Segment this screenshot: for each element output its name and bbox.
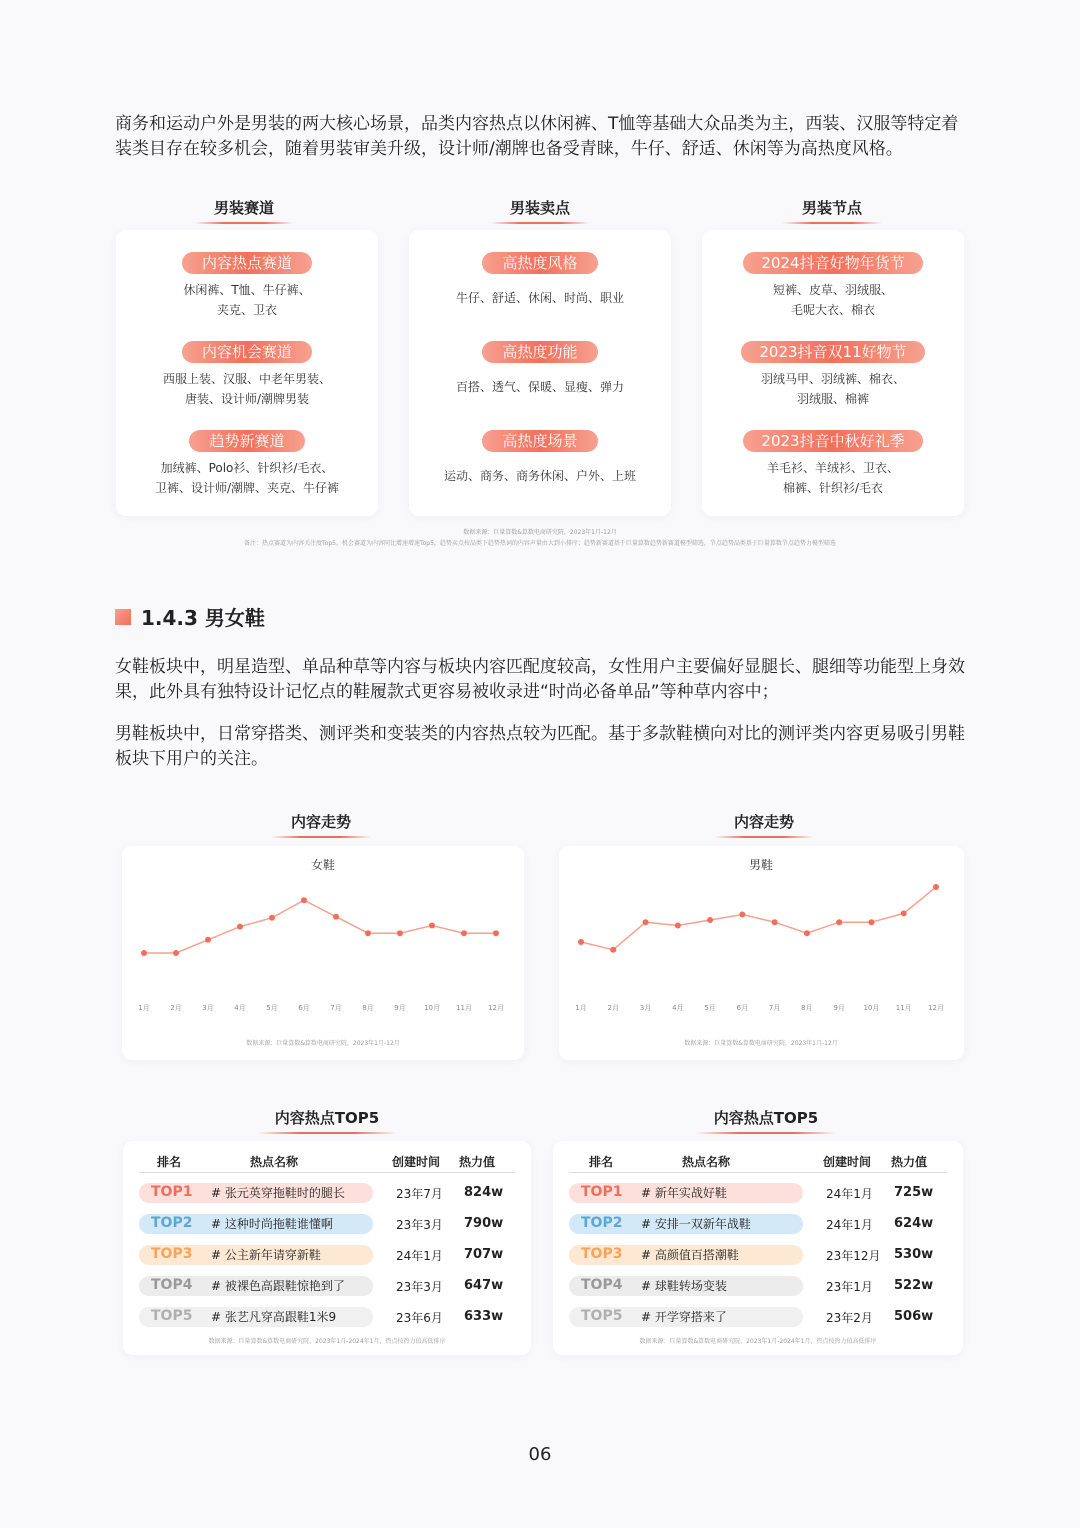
x-tick-label: 12月	[928, 1004, 944, 1012]
chart-section-title-men: 内容走势	[714, 811, 814, 838]
data-point	[772, 919, 778, 925]
x-tick-label: 5月	[704, 1004, 716, 1012]
selling-pill-3: 高热度场景	[482, 430, 597, 452]
festival-group-1	[702, 252, 964, 320]
rank-label: TOP1	[581, 1184, 623, 1200]
header-name: 热点名称	[250, 1155, 299, 1169]
header-divider	[569, 1172, 947, 1173]
data-point	[578, 939, 584, 945]
create-time: 23年3月	[396, 1218, 443, 1232]
festival-group-3	[702, 430, 964, 498]
x-tick-label: 9月	[833, 1004, 845, 1012]
x-tick-label: 11月	[456, 1004, 472, 1012]
data-point	[205, 937, 211, 943]
data-point	[333, 914, 339, 920]
data-point	[901, 910, 907, 916]
header-time: 创建时间	[392, 1155, 441, 1169]
section-title-festival: 男装节点	[782, 197, 882, 224]
hotspot-name: # 被裸色高跟鞋惊艳到了	[211, 1279, 345, 1293]
rank-label: TOP3	[151, 1246, 193, 1262]
heat-value: 824w	[464, 1185, 504, 1200]
top5-card-men	[553, 1141, 963, 1355]
hotspot-name: # 球鞋转场变装	[641, 1279, 727, 1293]
line-chart-men	[559, 846, 964, 1060]
x-tick-label: 3月	[639, 1004, 652, 1012]
festival-group-2	[702, 341, 964, 409]
heat-value: 624w	[894, 1216, 934, 1231]
selling-pill-2: 高热度功能	[482, 341, 597, 363]
heat-value: 707w	[464, 1247, 504, 1262]
rank-label: TOP1	[151, 1184, 193, 1200]
x-tick-label: 9月	[394, 1004, 406, 1012]
create-time: 24年1月	[826, 1187, 873, 1201]
hotspot-name: # 安排一双新年战鞋	[641, 1217, 751, 1231]
create-time: 23年6月	[396, 1311, 443, 1325]
hotspot-name: # 公主新年请穿新鞋	[211, 1248, 321, 1262]
rank-label: TOP5	[581, 1308, 623, 1324]
x-tick-label: 4月	[672, 1004, 684, 1012]
top5-source-women: 数据来源：巨量算数&算数电商研究院，2023年1月-2024年1月，热点按热力值高低排序	[208, 1338, 446, 1345]
header-value: 热力值	[459, 1155, 496, 1169]
selling-desc-2: 百搭、透气、保暖、显瘦、弹力	[455, 380, 624, 394]
data-point	[610, 947, 616, 953]
hotspot-name: # 新年实战好鞋	[641, 1186, 727, 1200]
festival-desc-3: 羊毛衫、羊绒衫、卫衣、 棉裤、针织衫/毛衣	[766, 461, 899, 495]
chart-card-men	[559, 846, 964, 1060]
data-point	[397, 930, 403, 936]
track-group-2	[116, 341, 378, 409]
heat-value: 522w	[894, 1278, 934, 1293]
festival-pill-2: 2023抖音双11好物节	[741, 341, 924, 363]
data-point	[237, 924, 243, 930]
section-title-track: 男装赛道	[194, 197, 294, 224]
x-tick-label: 2月	[607, 1004, 620, 1012]
source-note-1: 数据来源：巨量算数&算数电商研究院，2023年1月-12月	[463, 529, 617, 536]
x-tick-label: 7月	[330, 1004, 342, 1012]
card-festival	[702, 230, 964, 516]
top5-card-women	[123, 1141, 531, 1355]
intro-paragraph: 商务和运动户外是男装的两大核心场景，品类内容热点以休闲裤、T恤等基础大众品类为主，西装、汉服等特定着装类目存在较多机会，随着男装审美升级，设计师/潮牌也备受青睐，牛仔、舒适、休闲等为高热度风格。	[115, 114, 959, 159]
data-point	[269, 915, 275, 921]
heading-marker-icon	[115, 609, 131, 625]
header-name: 热点名称	[682, 1155, 731, 1169]
x-tick-label: 6月	[298, 1004, 310, 1012]
rank-label: TOP3	[581, 1246, 623, 1262]
selling-desc-1: 牛仔、舒适、休闲、时尚、职业	[455, 291, 624, 305]
header-rank: 排名	[589, 1155, 614, 1169]
card-selling	[409, 230, 671, 516]
heat-value: 633w	[464, 1309, 504, 1324]
track-pill-2: 内容机会赛道	[182, 341, 312, 363]
women-paragraph: 女鞋板块中，明星造型、单品种草等内容与板块内容匹配度较高，女性用户主要偏好显腿长、腿细等功能型上身效果，此外具有独特设计记忆点的鞋履款式更容易被收录进“时尚必备单品”等种草内容中；	[115, 657, 965, 702]
heading-text: 1.4.3 男女鞋	[141, 606, 265, 630]
x-tick-label: 8月	[362, 1004, 374, 1012]
data-point	[675, 923, 681, 929]
top5-title-men: 内容热点TOP5	[696, 1107, 836, 1134]
header-divider	[139, 1172, 515, 1173]
hotspot-name: # 这种时尚拖鞋谁懂啊	[211, 1217, 333, 1231]
x-tick-label: 1月	[138, 1004, 150, 1012]
x-tick-label: 6月	[736, 1004, 749, 1012]
data-point	[804, 930, 810, 936]
create-time: 24年1月	[826, 1218, 873, 1232]
header-rank: 排名	[157, 1155, 182, 1169]
create-time: 24年1月	[396, 1249, 443, 1263]
chart-section-title-women: 内容走势	[271, 811, 371, 838]
track-desc-1: 休闲裤、T恤、牛仔裤、 夹克、卫衣	[183, 283, 311, 317]
track-desc-2: 西服上装、汉服、中老年男装、 唐装、设计师/潮牌男装	[162, 372, 331, 406]
data-point	[461, 930, 467, 936]
heat-value: 790w	[464, 1216, 504, 1231]
series-line	[144, 900, 496, 953]
data-point	[933, 884, 939, 890]
heat-value: 530w	[894, 1247, 934, 1262]
create-time: 23年7月	[396, 1187, 443, 1201]
data-point	[429, 923, 435, 929]
hotspot-name: # 张艺凡穿高跟鞋1米9	[211, 1310, 337, 1324]
x-tick-label: 3月	[202, 1004, 214, 1012]
hotspot-name: # 高颜值百搭潮鞋	[641, 1248, 739, 1262]
selling-group-2	[409, 341, 671, 397]
top5-source-men: 数据来源：巨量算数&算数电商研究院，2023年1月-2024年1月，热点按热力值高低排序	[639, 1338, 877, 1345]
data-point	[643, 919, 649, 925]
selling-pill-1: 高热度风格	[482, 252, 597, 274]
festival-desc-2: 羽绒马甲、羽绒裤、棉衣、 羽绒服、棉裤	[760, 372, 905, 406]
rank-label: TOP5	[151, 1308, 193, 1324]
x-tick-label: 10月	[863, 1004, 880, 1012]
x-tick-label: 2月	[170, 1004, 182, 1012]
chart-card-women	[122, 846, 524, 1060]
data-point	[141, 950, 147, 956]
x-tick-label: 11月	[895, 1004, 912, 1012]
hotspot-name: # 开学穿搭来了	[641, 1310, 727, 1324]
x-tick-label: 4月	[234, 1004, 246, 1012]
create-time: 23年12月	[826, 1249, 881, 1263]
create-time: 23年3月	[396, 1280, 443, 1294]
data-point	[493, 930, 499, 936]
heat-value: 506w	[894, 1309, 934, 1324]
track-desc-3: 加绒裤、Polo衫、针织衫/毛衣、 卫裤、设计师/潮牌、夹克、牛仔裤	[154, 461, 340, 495]
selling-desc-3: 运动、商务、商务休闲、户外、上班	[443, 469, 636, 483]
x-tick-label: 7月	[768, 1004, 781, 1012]
data-point	[301, 897, 307, 903]
hotspot-name: # 张元英穿拖鞋时的腿长	[211, 1186, 345, 1200]
line-chart-women	[122, 846, 524, 1060]
festival-desc-1: 短裤、皮草、羽绒服、 毛呢大衣、棉衣	[772, 283, 893, 317]
chart-source-women: 数据来源：巨量算数&算数电商研究院，2023年1月-12月	[246, 1040, 400, 1047]
create-time: 23年2月	[826, 1311, 873, 1325]
chart-source-men: 数据来源：巨量算数&算数电商研究院，2023年1月-12月	[684, 1040, 838, 1047]
selling-group-3	[409, 430, 671, 486]
section-heading	[115, 602, 265, 631]
rank-label: TOP2	[151, 1215, 193, 1231]
festival-pill-3: 2023抖音中秋好礼季	[743, 430, 922, 452]
header-time: 创建时间	[823, 1155, 872, 1169]
data-point	[173, 950, 179, 956]
series-line	[581, 887, 936, 950]
festival-pill-1: 2024抖音好物年货节	[743, 252, 922, 274]
rank-label: TOP4	[151, 1277, 193, 1293]
heat-value: 725w	[894, 1185, 934, 1200]
men-paragraph: 男鞋板块中，日常穿搭类、测评类和变装类的内容热点较为匹配。基于多款鞋横向对比的测评类内容更易吸引男鞋板块下用户的关注。	[115, 724, 965, 769]
track-pill-3: 趋势新赛道	[189, 430, 304, 452]
source-note-2: 备注：热点赛道为内容关注度Top5，机会赛道为内容同比增速增速Top5，趋势卖点按品类下趋势热词的内容声量由大到小排序；趋势新赛道基于巨量算数趋势新赛道模型筛选，节点趋势品类基于巨量算数节点趋势力模型筛选	[244, 540, 836, 547]
x-tick-label: 5月	[266, 1004, 278, 1012]
data-point	[868, 919, 874, 925]
section-title-selling: 男装卖点	[490, 197, 590, 224]
track-pill-1: 内容热点赛道	[182, 252, 312, 274]
page-number: 06	[528, 1444, 552, 1465]
track-group-1	[116, 252, 378, 320]
x-tick-label: 12月	[488, 1004, 504, 1012]
header-value: 热力值	[891, 1155, 928, 1169]
data-point	[836, 919, 842, 925]
x-tick-label: 1月	[575, 1004, 587, 1012]
rank-label: TOP2	[581, 1215, 623, 1231]
heat-value: 647w	[464, 1278, 504, 1293]
data-point	[365, 930, 371, 936]
chart-title-men: 男鞋	[748, 858, 774, 872]
rank-label: TOP4	[581, 1277, 623, 1293]
track-group-3	[116, 430, 378, 498]
top5-title-women: 内容热点TOP5	[257, 1107, 397, 1134]
x-tick-label: 10月	[424, 1004, 440, 1012]
selling-group-1	[409, 252, 671, 308]
chart-title-women: 女鞋	[310, 858, 336, 872]
data-point	[707, 917, 713, 923]
create-time: 23年1月	[826, 1280, 873, 1294]
card-track	[116, 230, 378, 516]
data-point	[739, 912, 745, 918]
x-tick-label: 8月	[801, 1004, 813, 1012]
